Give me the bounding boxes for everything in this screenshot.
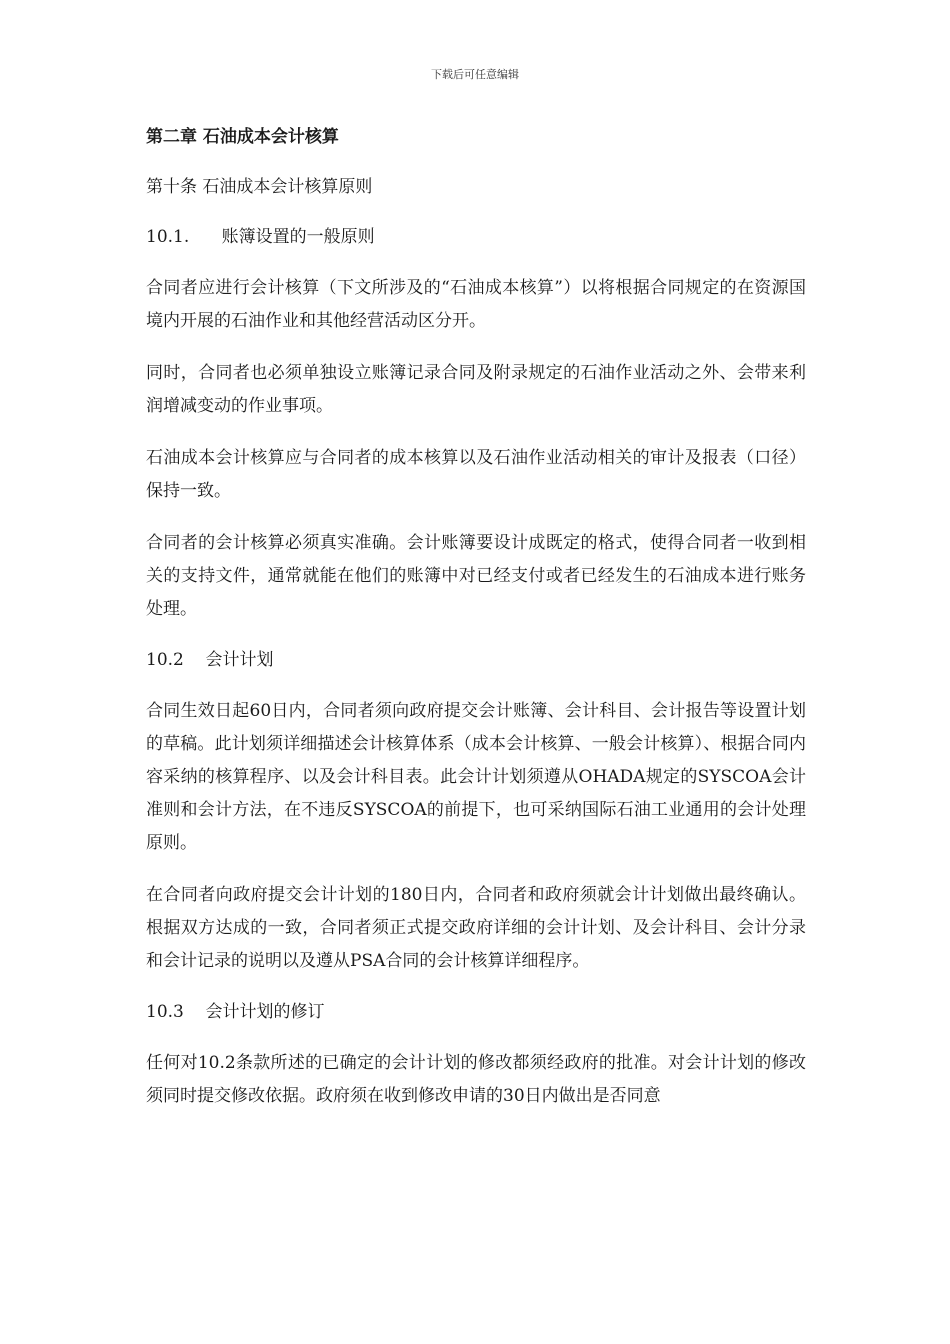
chapter-title: 第二章 石油成本会计核算 (146, 127, 339, 147)
section-heading-10-1: 10.1. 账簿设置的一般原则 (146, 227, 375, 247)
section-heading-10-3: 10.3 会计计划的修订 (146, 1002, 325, 1022)
paragraph: 合同者应进行会计核算（下文所涉及的“石油成本核算”）以将根据合同规定的在资源国境内开展的石油作业和其他经营活动区分开。 (146, 278, 806, 331)
section-heading-10-2: 10.2 会计计划 (146, 650, 274, 670)
paragraph: 在合同者向政府提交会计计划的180日内，合同者和政府须就会计计划做出最终确认。根据双方达成的一致，合同者须正式提交政府详细的会计计划、及会计科目、会计分录和会计记录的说明以及遵从PSA合同的会计核算详细程序。 (146, 885, 806, 971)
paragraph: 同时，合同者也必须单独设立账簿记录合同及附录规定的石油作业活动之外、会带来利润增减变动的作业事项。 (146, 363, 806, 416)
paragraph: 石油成本会计核算应与合同者的成本核算以及石油作业活动相关的审计及报表（口径）保持一致。 (146, 448, 806, 501)
page-header-note: 下载后可任意编辑 (431, 68, 519, 81)
paragraph: 合同生效日起60日内，合同者须向政府提交会计账簿、会计科目、会计报告等设置计划的草稿。此计划须详细描述会计核算体系（成本会计核算、一般会计核算）、根据合同内容采纳的核算程序、以及会计科目表。此会计计划须遵从OHADA规定的SYSCOA会计准则和会计方法，在不违反SYSCOA的前提下，也可采纳国际石油工业通用的会计处理原则。 (146, 701, 806, 853)
document-body (146, 122, 806, 1132)
paragraph: 任何对10.2条款所述的已确定的会计计划的修改都须经政府的批准。对会计计划的修改须同时提交修改依据。政府须在收到修改申请的30日内做出是否同意 (146, 1053, 806, 1106)
paragraph: 合同者的会计核算必须真实准确。会计账簿要设计成既定的格式，使得合同者一收到相关的支持文件，通常就能在他们的账簿中对已经支付或者已经发生的石油成本进行账务处理。 (146, 533, 806, 619)
article-title: 第十条 石油成本会计核算原则 (146, 177, 373, 197)
